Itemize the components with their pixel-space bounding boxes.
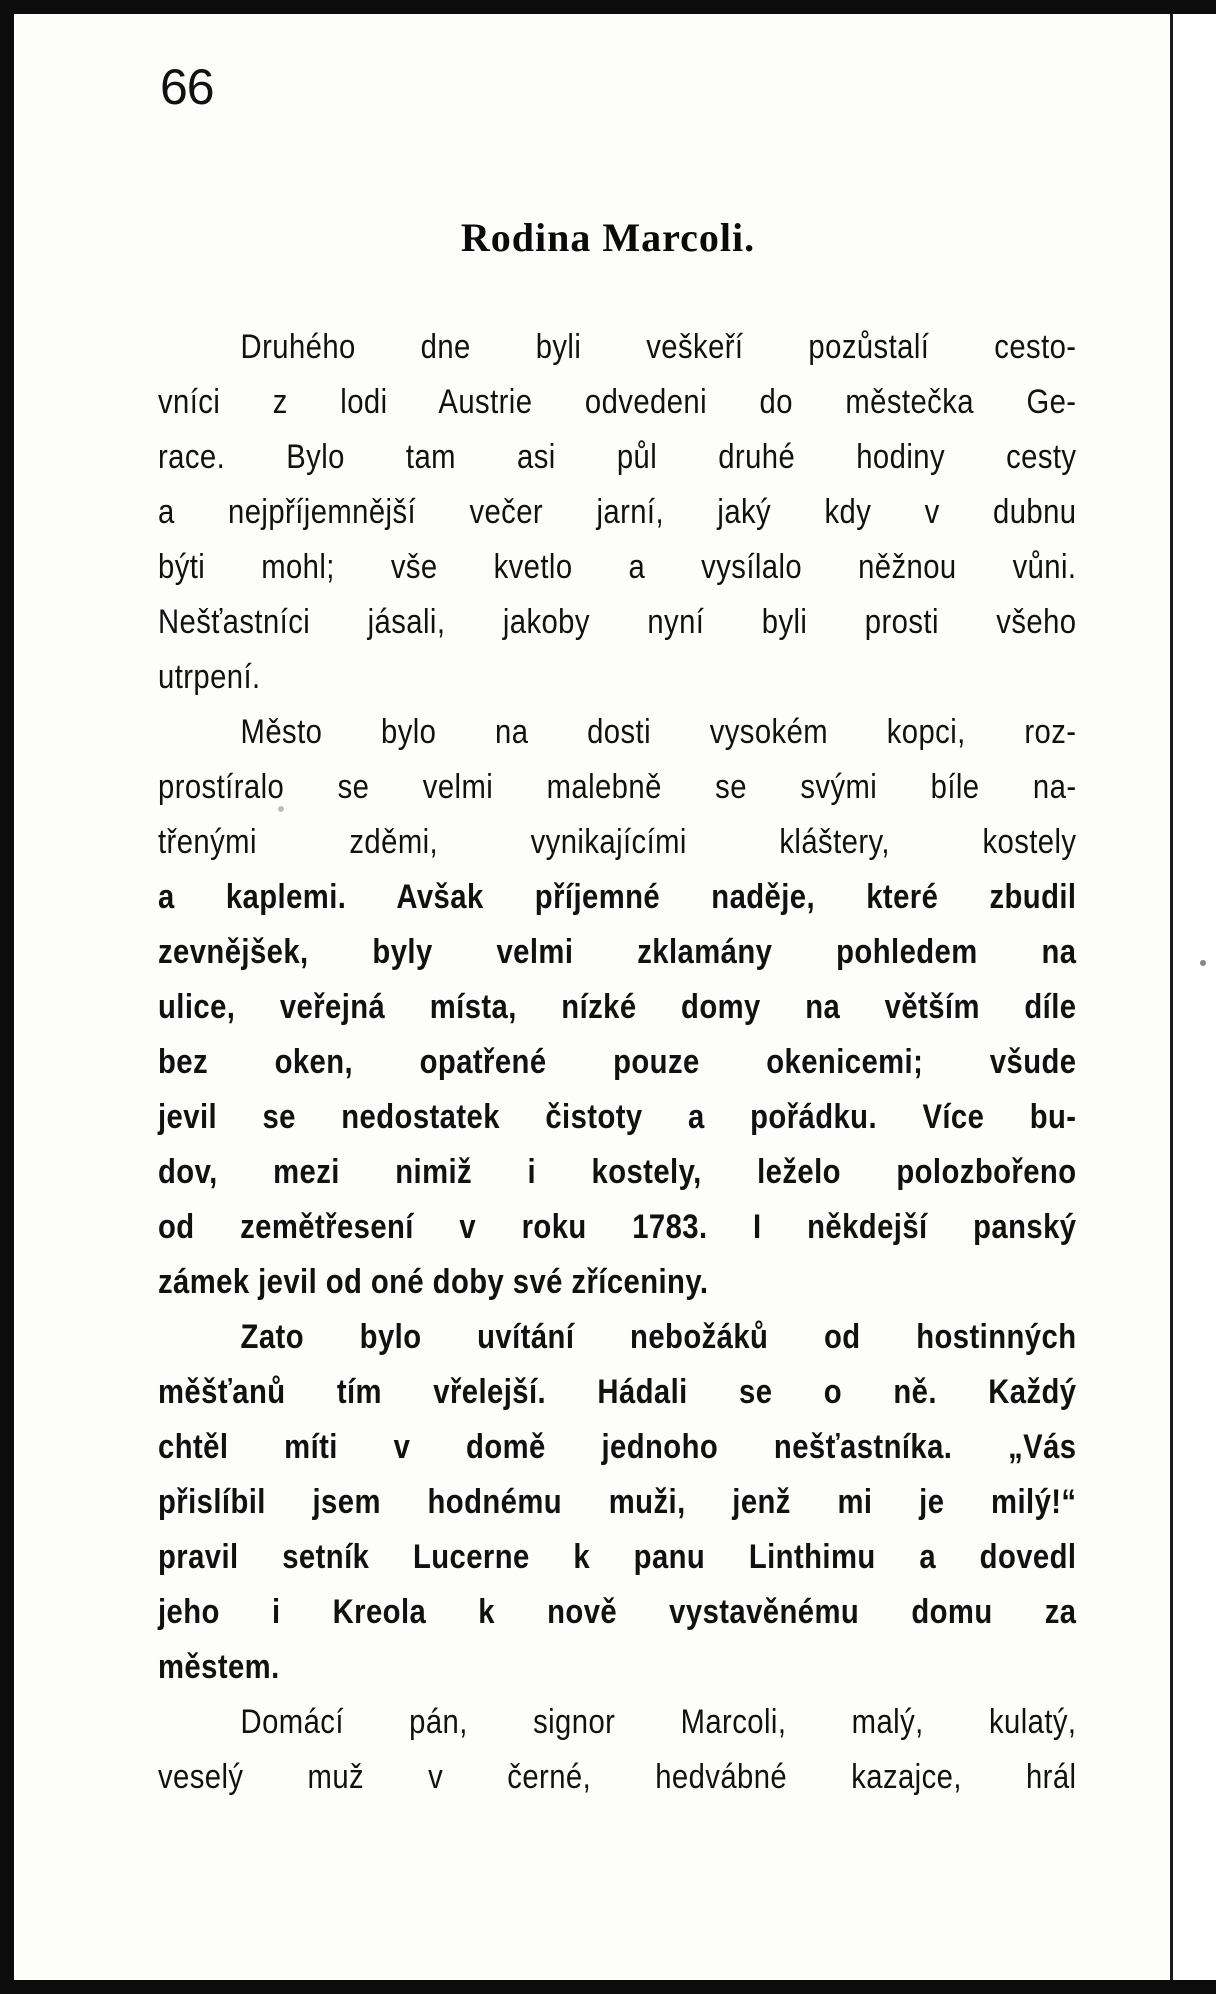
text-line: dov, mezi nimiž i kostely, leželo polozbořeno: [158, 1153, 1077, 1191]
text-line: a nejpříjemnější večer jarní, jaký kdy v dubnu: [158, 493, 1077, 531]
text-line: jeho i Kreola k nově vystavěnému domu za: [158, 1593, 1077, 1631]
text-line: ulice, veřejná místa, nízké domy na větším díle: [158, 988, 1077, 1026]
text-line: utrpení.: [158, 658, 261, 696]
text-line: veselý muž v černé, hedvábné kazajce, hrál: [158, 1758, 1077, 1796]
text-line: zámek jevil od oné doby své zříceniny.: [158, 1263, 709, 1301]
text-line: vníci z lodi Austrie odvedeni do městečka Ge-: [158, 383, 1077, 421]
text-line: pravil setník Lucerne k panu Linthimu a dovedl: [158, 1538, 1077, 1576]
text-line: race. Bylo tam asi půl druhé hodiny cesty: [158, 438, 1077, 476]
text-line: měšťanů tím vřelejší. Hádali se o ně. Každý: [158, 1373, 1077, 1411]
text-line: třenými zděmi, vynikajícími kláštery, kostely: [158, 823, 1077, 861]
text-line: chtěl míti v domě jednoho nešťastníka. „Vás: [158, 1428, 1077, 1466]
scan-speck: [1200, 960, 1206, 966]
text-line: Nešťastníci jásali, jakoby nyní byli prosti všeho: [158, 603, 1077, 641]
text-line: a kaplemi. Avšak příjemné naděje, které zbudil: [158, 878, 1077, 916]
text-line: Domácí pán, signor Marcoli, malý, kulatý,: [240, 1703, 1077, 1741]
text-line: Druhého dne byli veškeří pozůstalí cesto-: [240, 328, 1077, 366]
text-line: městem.: [158, 1648, 280, 1686]
text-line: bez oken, opatřené pouze okenicemi; všude: [158, 1043, 1077, 1081]
chapter-heading: Rodina Marcoli.: [460, 215, 756, 260]
text-line: Zato bylo uvítání nebožáků od hostinných: [240, 1318, 1077, 1356]
text-line: zevnějšek, byly velmi zklamány pohledem na: [158, 933, 1077, 971]
page-number: 66: [160, 59, 214, 115]
text-line: Město bylo na dosti vysokém kopci, roz-: [240, 713, 1077, 751]
page-edge: [1170, 14, 1216, 1980]
text-line: jevil se nedostatek čistoty a pořádku. Více bu-: [158, 1098, 1077, 1136]
body-text: [158, 320, 1076, 1805]
text-line: od zemětřesení v roku 1783. I někdejší panský: [158, 1208, 1077, 1246]
text-line: přislíbil jsem hodnému muži, jenž mi je milý!“: [158, 1483, 1077, 1521]
text-line: prostíralo se velmi malebně se svými bíle na-: [158, 768, 1077, 806]
scan-speck: [278, 806, 284, 812]
text-line: býti mohl; vše kvetlo a vysílalo něžnou vůni.: [158, 548, 1077, 586]
